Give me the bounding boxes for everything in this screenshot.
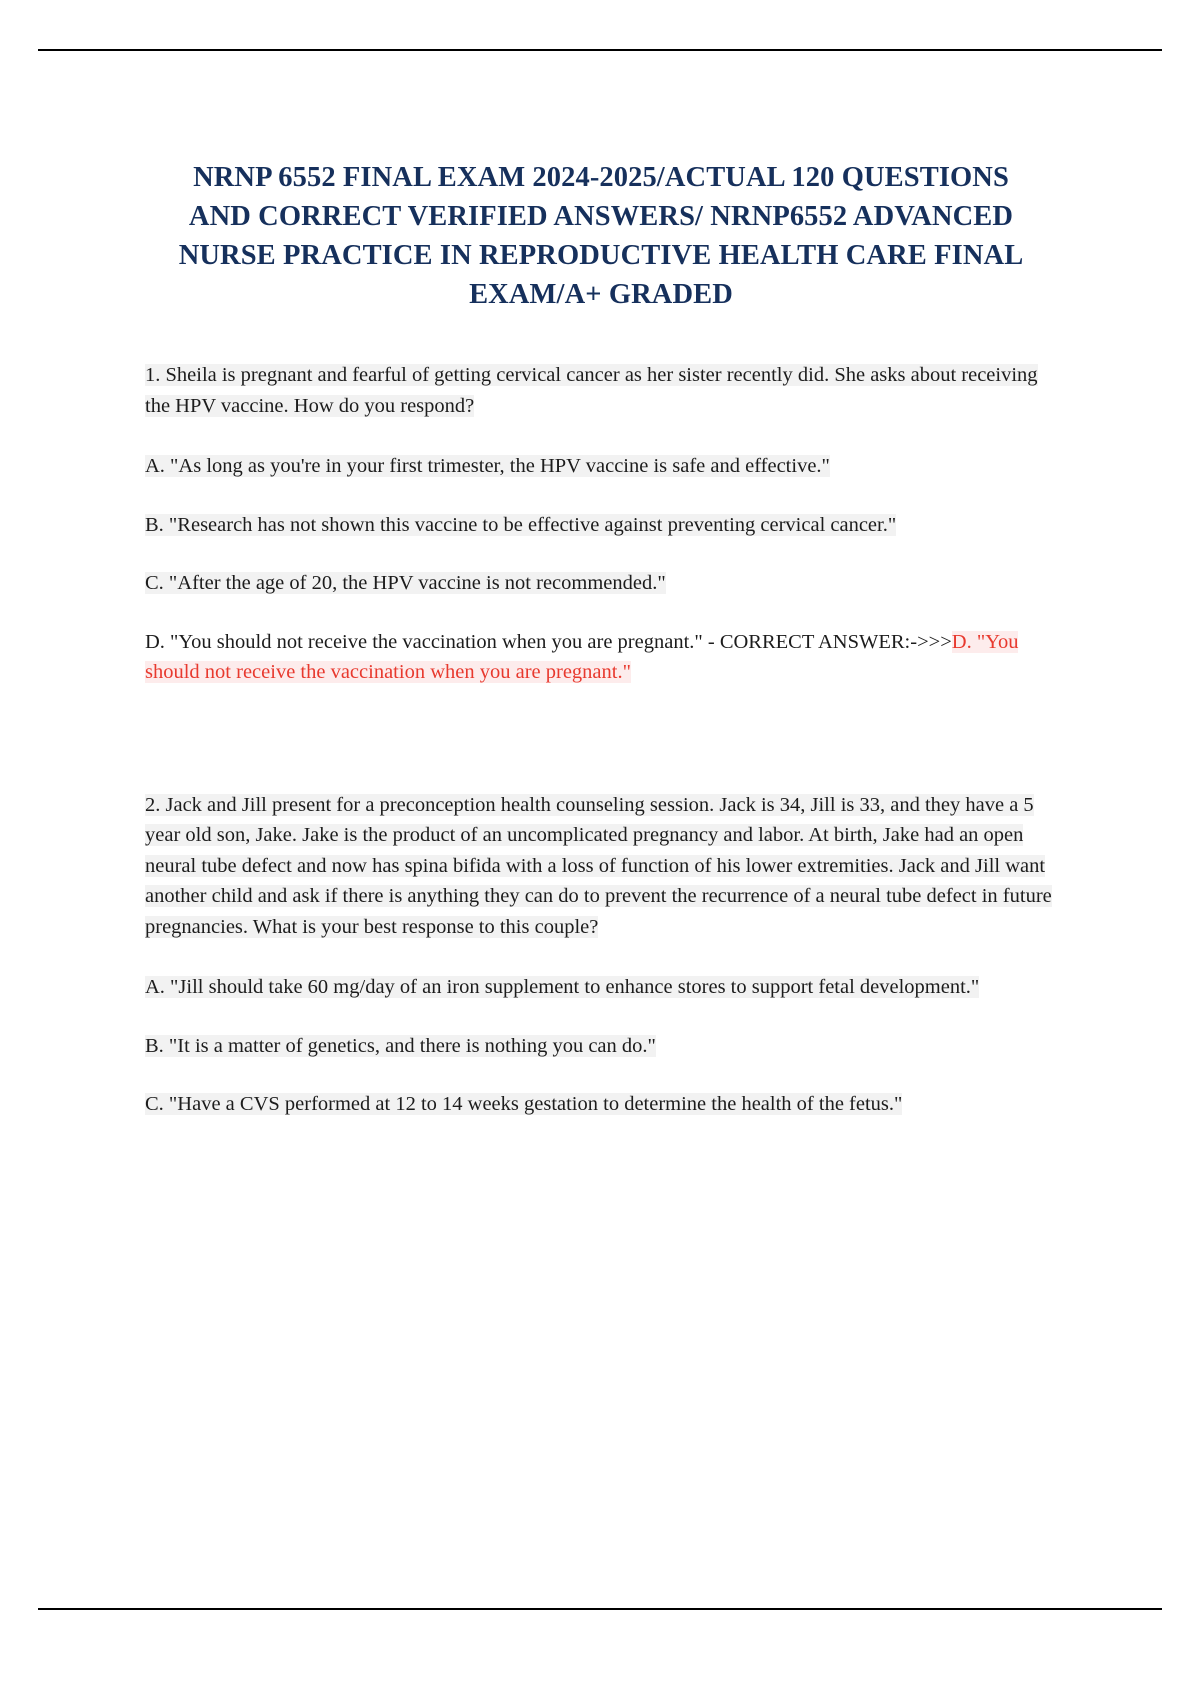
question-2-option-b-text: B. "It is a matter of genetics, and there is nothing you can do." [145, 1034, 656, 1057]
question-1-option-a [145, 451, 1057, 482]
section-spacer [145, 716, 1057, 790]
page-title: NRNP 6552 FINAL EXAM 2024-2025/ACTUAL 120 QUESTIONS AND CORRECT VERIFIED ANSWERS/ NRNP6552 ADVANCED NURSE PRACTICE IN REPRODUCTIVE HEALTH CARE FINAL EXAM/A+ GRADED [178, 162, 1024, 310]
question-2-option-b [145, 1031, 1057, 1062]
question-1-option-c [145, 568, 1057, 599]
question-1-option-b-text: B. "Research has not shown this vaccine to be effective against preventing cervical cancer." [145, 513, 897, 536]
question-1-stem [145, 360, 1057, 421]
footer-rule [38, 1608, 1162, 1610]
question-2-stem-text: 2. Jack and Jill present for a preconception health counseling session. Jack is 34, Jill is 33, and they have a 5 year old son, Jake. Jake is the product of an uncomplicated pregnancy and labor. At birth, Jake had an open neural tube defect and now has spina bifida with a loss of function of his lower extremities. Jack and Jill want another child and ask if there is anything they can do to prevent the recurrence of a neural tube defect in future pregnancies. What is your best response to this couple? [145, 793, 1052, 938]
question-1-option-a-text: A. "As long as you're in your first trimester, the HPV vaccine is safe and effective." [145, 455, 830, 477]
question-2-option-a [145, 972, 1057, 1003]
question-1-stem-text: 1. Sheila is pregnant and fearful of getting cervical cancer as her sister recently did. She asks about receiving the HPV vaccine. How do you respond? [145, 364, 1038, 417]
question-2-option-a-text: A. "Jill should take 60 mg/day of an iron supplement to enhance stores to support fetal development." [145, 976, 980, 998]
question-1-correct-answer: D. "You should not receive the vaccination when you are pregnant." [145, 630, 1019, 683]
question-1-option-d-text: D. "You should not receive the vaccination when you are pregnant." - CORRECT ANSWER:->>> [145, 630, 952, 653]
document-body [145, 158, 1057, 1148]
header-rule [38, 49, 1162, 51]
question-2-option-c [145, 1089, 1057, 1120]
question-1-option-b [145, 510, 1057, 541]
question-2-stem [145, 790, 1057, 943]
question-1-option-c-text: C. "After the age of 20, the HPV vaccine is not recommended." [145, 572, 666, 594]
question-1-answer-line [145, 627, 1057, 688]
question-2-option-c-text: C. "Have a CVS performed at 12 to 14 weeks gestation to determine the health of the fetus." [145, 1093, 903, 1115]
